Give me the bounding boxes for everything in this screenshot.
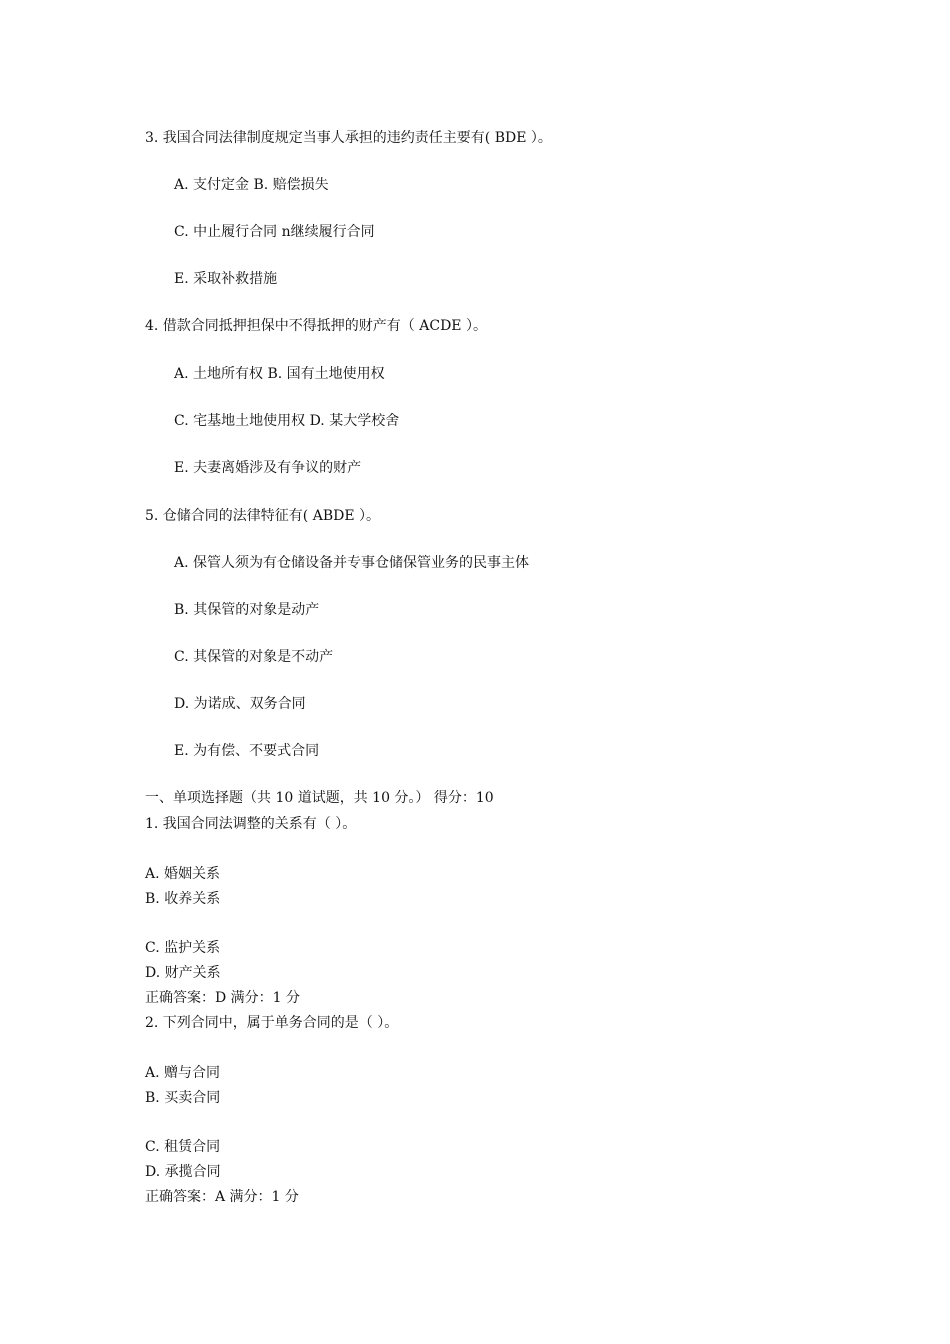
- question-4-options-ab: A. 土地所有权 B. 国有土地使用权: [174, 366, 385, 382]
- question-4-options-cd: C. 宅基地土地使用权 D. 某大学校舍: [174, 413, 400, 429]
- single-choice-section-header: 一、单项选择题（共 10 道试题，共 10 分。） 得分：10: [145, 790, 494, 806]
- question-3-options-ab: A. 支付定金 B. 赔偿损失: [174, 177, 329, 193]
- question-4-stem: 4. 借款合同抵押担保中不得抵押的财产有（ ACDE ）。: [145, 318, 487, 334]
- question-5-option-d: D. 为诺成、双务合同: [174, 696, 306, 712]
- single-question-2-option-b: B. 买卖合同: [145, 1090, 221, 1106]
- single-question-1-answer: 正确答案：D 满分：1 分: [145, 990, 301, 1006]
- single-question-1-option-c: C. 监护关系: [145, 940, 221, 956]
- single-question-1-option-d: D. 财产关系: [145, 965, 221, 981]
- single-question-1-stem: 1. 我国合同法调整的关系有（ ）。: [145, 816, 357, 832]
- single-question-2-option-a: A. 赠与合同: [145, 1065, 221, 1081]
- question-3-stem: 3. 我国合同法律制度规定当事人承担的违约责任主要有( BDE ）。: [145, 130, 552, 146]
- question-3-option-e: E. 采取补救措施: [174, 271, 278, 287]
- question-3-options-cd: C. 中止履行合同 n继续履行合同: [174, 224, 375, 240]
- single-question-1-option-b: B. 收养关系: [145, 891, 221, 907]
- single-question-2-answer: 正确答案：A 满分：1 分: [145, 1189, 299, 1205]
- single-question-1-option-a: A. 婚姻关系: [145, 866, 221, 882]
- question-5-option-e: E. 为有偿、不要式合同: [174, 743, 320, 759]
- question-4-option-e: E. 夫妻离婚涉及有争议的财产: [174, 460, 362, 476]
- single-question-2-option-c: C. 租赁合同: [145, 1139, 221, 1155]
- single-question-2-stem: 2. 下列合同中，属于单务合同的是（ ）。: [145, 1015, 399, 1031]
- single-question-2-option-d: D. 承揽合同: [145, 1164, 221, 1180]
- question-5-stem: 5. 仓储合同的法律特征有( ABDE ）。: [145, 508, 381, 524]
- question-5-option-b: B. 其保管的对象是动产: [174, 602, 320, 618]
- question-5-option-a: A. 保管人须为有仓储设备并专事仓储保管业务的民事主体: [174, 555, 530, 571]
- question-5-option-c: C. 其保管的对象是不动产: [174, 649, 334, 665]
